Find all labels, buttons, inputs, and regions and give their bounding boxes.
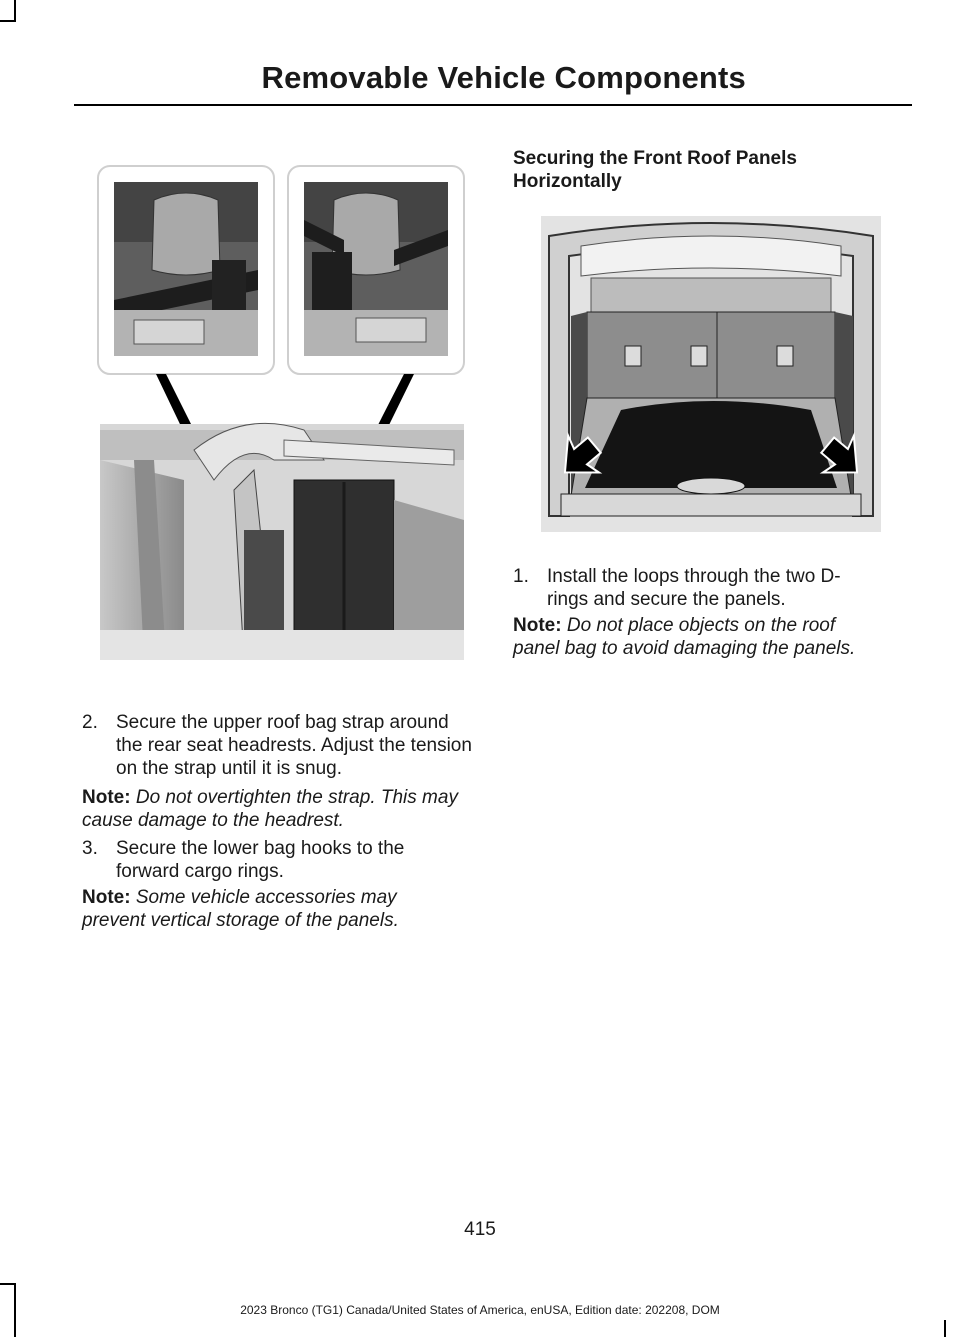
headrest-inset-right	[288, 166, 464, 374]
section-heading: Securing the Front Roof Panels Horizontally	[513, 148, 797, 192]
note-left-1	[82, 786, 462, 832]
step-item-1	[513, 565, 863, 613]
roof-bag-vertical-illustration	[94, 160, 469, 660]
note-label: Note:	[82, 787, 131, 808]
note-right	[513, 614, 873, 660]
step-number: 2.	[82, 712, 98, 733]
vehicle-rear-scene	[100, 423, 464, 660]
note-text: Do not place objects on the roof panel bag to avoid damaging the panels.	[513, 615, 856, 659]
note-left-2	[82, 886, 452, 932]
note-label: Note:	[82, 887, 131, 908]
page-number: 415	[464, 1219, 496, 1240]
crop-mark-top-left	[14, 0, 16, 20]
step-text: Secure the upper roof bag strap around the rear seat headrests. Adjust the tension on the strap until it is snug.	[116, 712, 472, 779]
step-item-2	[82, 711, 480, 783]
headrest-inset-left	[98, 166, 274, 374]
header-divider	[74, 104, 912, 106]
note-text: Some vehicle accessories may prevent vertical storage of the panels.	[82, 887, 399, 931]
footer-edition-info: 2023 Bronco (TG1) Canada/United States of America, enUSA, Edition date: 202208, DOM	[240, 1303, 720, 1317]
note-text: Do not overtighten the strap. This may cause damage to the headrest.	[82, 787, 458, 831]
step-number: 3.	[82, 838, 98, 859]
step-text: Install the loops through the two D-rings and secure the panels.	[547, 566, 841, 610]
note-label: Note:	[513, 615, 562, 636]
step-item-3	[82, 837, 462, 885]
page-title: Removable Vehicle Components	[261, 60, 746, 95]
crop-mark-bottom-left-h	[0, 1283, 16, 1285]
step-text: Secure the lower bag hooks to the forward cargo rings.	[116, 838, 405, 882]
roof-panels-horizontal-illustration	[541, 216, 881, 532]
crop-mark-bottom-right	[944, 1320, 946, 1337]
step-number: 1.	[513, 566, 529, 587]
crop-mark-top-left-h	[0, 20, 16, 22]
